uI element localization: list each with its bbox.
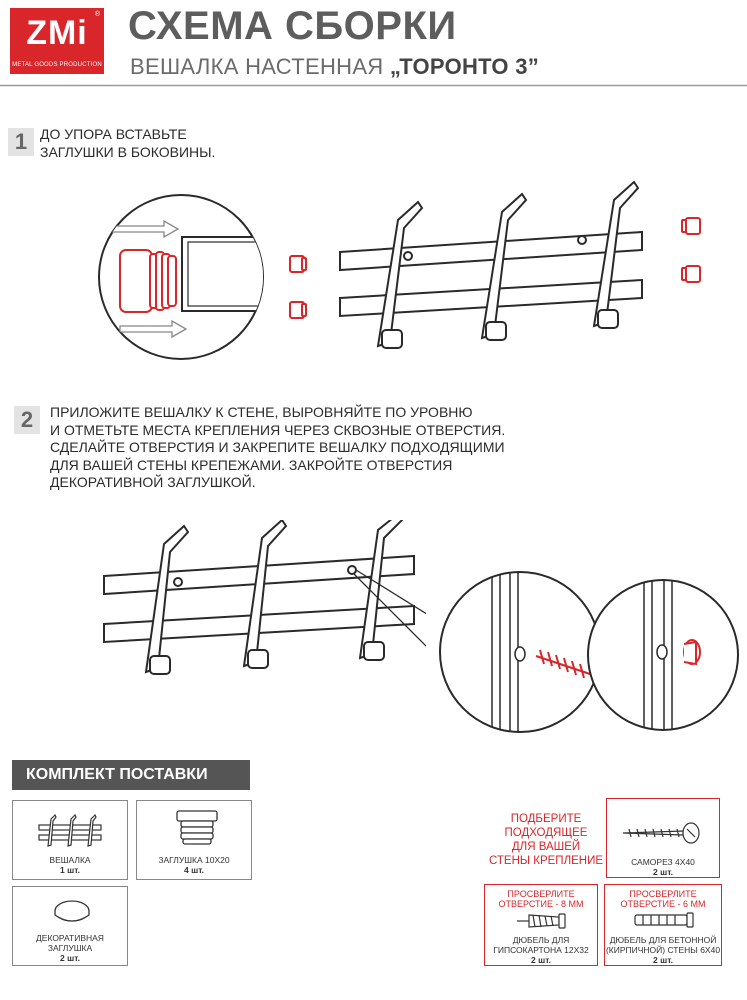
advice-line: ПОДХОДЯЩЕЕ [504,827,588,839]
step-2-line: ПРИЛОЖИТЕ ВЕШАЛКУ К СТЕНЕ, ВЫРОВНЯЙТЕ ПО УРОВНЮ [50,404,473,420]
screw-caption [607,857,719,877]
drill-note-line: ПРОСВЕРЛИТЕ [507,889,575,899]
step-2-cap-detail [584,576,742,734]
subtitle-prefix: ВЕШАЛКА НАСТЕННАЯ [130,54,384,79]
step-1-line: ЗАГЛУШКИ В БОКОВИНЫ. [40,143,216,160]
subtitle-product: „ТОРОНТО 3” [389,54,540,79]
step-2-line: ДЛЯ ВАШЕЙ СТЕНЫ КРЕПЕЖАМИ. ЗАКРОЙТЕ ОТВЕРСТИЯ [50,456,453,473]
step-1-text [40,126,215,161]
concrete-anchor-icon [631,911,697,929]
drywall-name: ГИПСОКАРТОНА 12Х32 [493,945,589,955]
step-1-number: 1 [8,128,34,156]
step-2-text [50,404,505,492]
step-2-line: И ОТМЕТЬТЕ МЕСТА КРЕПЛЕНИЯ ЧЕРЕЗ СКВОЗНЫЕ ОТВЕРСТИЯ. [50,421,506,438]
drywall-anchor-icon [515,911,569,931]
kit-item-qty: 4 шт. [184,865,204,875]
step-2-number: 2 [14,406,40,434]
step-2-line: ДЕКОРАТИВНОЙ ЗАГЛУШКОЙ. [50,474,256,490]
fastener-advice [488,812,604,868]
brand-name: ZMi [26,14,88,52]
drywall-drill-note [485,889,597,909]
screw-qty: 2 шт. [653,867,673,877]
concrete-name: (КИРПИЧНОЙ) СТЕНЫ 6Х40 [605,945,721,955]
step-2-hanger-illustration [96,520,426,690]
drywall-qty: 2 шт. [531,955,551,965]
kit-title: КОМПЛЕКТ ПОСТАВКИ [12,760,250,790]
kit-item-end-cap-caption [137,855,251,875]
drill-note-line: ОТВЕРСТИЕ - 8 ММ [498,899,584,909]
kit-item-name: ВЕШАЛКА [49,855,91,865]
kit-item-qty: 2 шт. [60,953,80,963]
screw-icon [621,821,707,845]
step-2-screw-detail [436,568,604,736]
step-1-detail-illustration [96,192,266,362]
fastener-screw [606,798,720,878]
page-subtitle [130,54,539,80]
hanger-icon [37,811,103,851]
kit-item-hanger [12,800,128,880]
step-1-hanger-illustration [270,170,710,370]
drill-note-line: ПРОСВЕРЛИТЕ [629,889,697,899]
end-cap-icon [173,809,221,847]
kit-item-name: ЗАГЛУШКА [47,943,93,953]
advice-line: ДЛЯ ВАШЕЙ [511,841,581,853]
drywall-name: ДЮБЕЛЬ ДЛЯ [512,935,570,945]
header-divider [0,84,747,87]
advice-line: СТЕНЫ КРЕПЛЕНИЕ [488,855,604,867]
drill-note-line: ОТВЕРСТИЕ - 6 ММ [620,899,706,909]
page-title: СХЕМА СБОРКИ [128,4,457,48]
drywall-caption [485,935,597,965]
brand-tagline: METAL GOODS PRODUCTION [12,62,102,68]
fastener-concrete-anchor [604,884,722,966]
concrete-drill-note [605,889,721,909]
kit-item-qty: 1 шт. [60,865,80,875]
step-1-line: ДО УПОРА ВСТАВЬТЕ [40,126,187,142]
screw-name: САМОРЕЗ 4Х40 [631,857,695,867]
concrete-name: ДЮБЕЛЬ ДЛЯ БЕТОННОЙ [609,935,717,945]
kit-item-name: ДЕКОРАТИВНАЯ [36,933,104,943]
advice-line: ПОДБЕРИТЕ [510,813,582,825]
step-2-line: СДЕЛАЙТЕ ОТВЕРСТИЯ И ЗАКРЕПИТЕ ВЕШАЛКУ ПОДХОДЯЩИМИ [50,439,505,455]
kit-item-end-cap [136,800,252,880]
concrete-qty: 2 шт. [653,955,673,965]
kit-item-name: ЗАГЛУШКА 10Х20 [158,855,230,865]
fastener-drywall-anchor [484,884,598,966]
kit-item-hanger-caption [13,855,127,875]
concrete-caption [605,935,721,965]
kit-item-decor-cap-caption [13,933,127,963]
brand-reg-mark: ® [94,11,100,18]
decorative-cap-icon [53,897,91,927]
brand-logo [10,8,104,74]
kit-item-decor-cap [12,886,128,966]
